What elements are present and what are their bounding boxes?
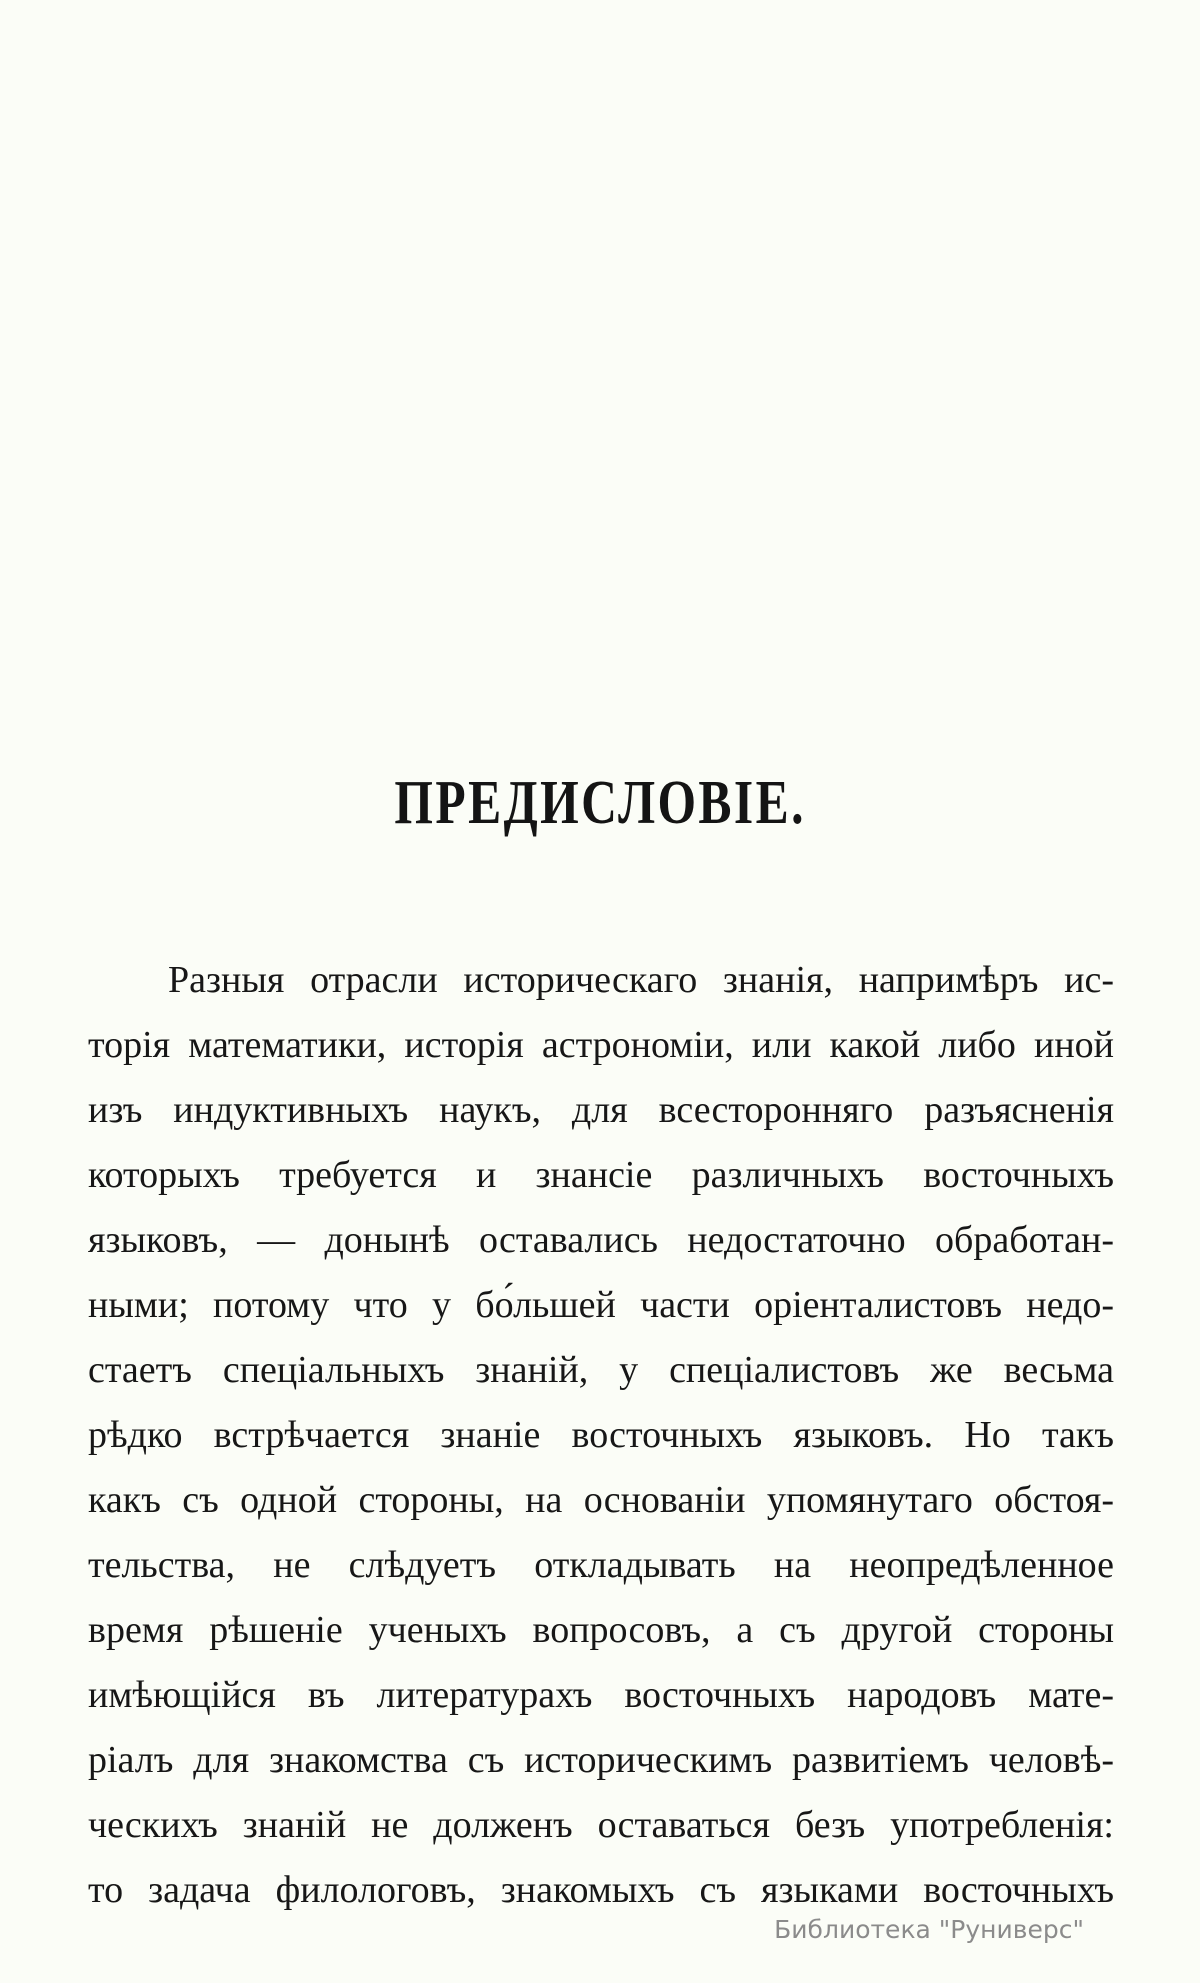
page-title: [0, 769, 1200, 837]
preface-paragraph: [88, 948, 1114, 1923]
library-watermark: Библиотека "Руниверс": [774, 1915, 1084, 1944]
page-title-text: ПРЕДИСЛОВІЕ.: [394, 769, 806, 837]
text-line: стаетъ спеціальныхъ знаній, у спеціалистовъ же весьма: [88, 1349, 1114, 1391]
text-line: ріалъ для знакомства съ историческимъ развитіемъ человѣ-: [88, 1739, 1114, 1781]
text-line: которыхъ требуется и знансіе различныхъ восточныхъ: [88, 1154, 1114, 1196]
text-line: рѣдко встрѣчается знаніе восточныхъ языковъ. Но такъ: [88, 1414, 1114, 1456]
text-line: торія математики, исторія астрономіи, или какой либо иной: [88, 1024, 1114, 1066]
text-line: Разныя отрасли историческаго знанія, напримѣръ ис-: [168, 959, 1114, 1001]
text-line: время рѣшеніе ученыхъ вопросовъ, а съ другой стороны: [88, 1609, 1114, 1651]
text-line: то задача филологовъ, знакомыхъ съ языками восточныхъ: [88, 1869, 1114, 1911]
text-line: ческихъ знаній не долженъ оставаться безъ употребленія:: [88, 1804, 1114, 1846]
text-line: языковъ, — донынѣ оставались недостаточно обработан-: [88, 1219, 1114, 1261]
text-line: изъ индуктивныхъ наукъ, для всесторонняго разъясненія: [88, 1089, 1114, 1131]
text-line: тельства, не слѣдуетъ откладывать на неопредѣленное: [88, 1544, 1114, 1586]
text-line: имѣющійся въ литературахъ восточныхъ народовъ мате-: [88, 1674, 1114, 1716]
text-line: ными; потому что у бо́льшей части оріенталистовъ недо-: [88, 1284, 1114, 1326]
text-line: какъ съ одной стороны, на основаніи упомянутаго обстоя-: [88, 1479, 1114, 1521]
